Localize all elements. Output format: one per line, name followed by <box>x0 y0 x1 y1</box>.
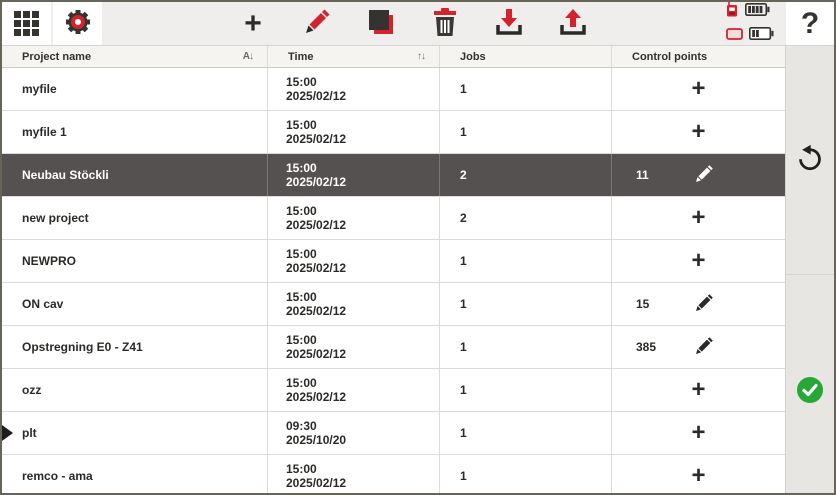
help-button[interactable] <box>786 2 834 45</box>
control-points-value: 385 <box>636 340 657 354</box>
table-row[interactable] <box>2 68 785 111</box>
time-cell: 15:00 2025/02/12 <box>268 326 440 368</box>
time-cell: 15:00 2025/02/12 <box>268 68 440 110</box>
add-control-points-button[interactable]: + <box>612 455 785 493</box>
arrow-down-tray-icon <box>494 7 524 40</box>
add-control-points-button[interactable]: + <box>612 111 785 153</box>
project-name-cell: myfile <box>2 68 268 110</box>
back-undo-arrow-icon <box>795 144 825 177</box>
table-row[interactable] <box>2 283 785 326</box>
gear-icon <box>62 6 94 41</box>
controller-status <box>726 2 774 22</box>
add-control-points-button[interactable]: + <box>612 197 785 239</box>
project-table <box>2 46 785 493</box>
device-status <box>726 2 774 45</box>
time-cell: 09:30 2025/10/20 <box>268 412 440 454</box>
project-name-cell: new project <box>2 197 268 239</box>
jobs-cell: 2 <box>440 154 612 196</box>
control-points-cell <box>612 455 785 493</box>
time-cell: 15:00 2025/02/12 <box>268 369 440 411</box>
column-header-time[interactable]: Time ↑↓ <box>268 46 440 67</box>
table-body <box>2 68 785 493</box>
jobs-cell: 1 <box>440 240 612 282</box>
plus-icon: + <box>244 6 262 40</box>
control-points-edit <box>612 326 785 368</box>
radio-device-icon <box>726 2 739 22</box>
jobs-cell: 1 <box>440 412 612 454</box>
column-header-control-points[interactable]: Control points <box>632 50 708 63</box>
control-points-cell <box>612 412 785 454</box>
project-name-cell: ozz <box>2 369 268 411</box>
table-row[interactable] <box>2 326 785 369</box>
time-cell: 15:00 2025/02/12 <box>268 283 440 325</box>
pencil-icon <box>694 164 714 187</box>
edit-control-points-button[interactable] <box>684 327 724 367</box>
time-cell: 15:00 2025/02/12 <box>268 455 440 493</box>
add-control-points-button[interactable]: + <box>612 68 785 110</box>
time-cell: 15:00 2025/02/12 <box>268 154 440 196</box>
project-name-cell: myfile 1 <box>2 111 268 153</box>
table-row[interactable] <box>2 197 785 240</box>
table-header <box>2 46 785 68</box>
jobs-cell: 1 <box>440 369 612 411</box>
table-row[interactable] <box>2 154 785 197</box>
add-control-points-button[interactable]: + <box>612 412 785 454</box>
control-points-edit <box>612 283 785 325</box>
table-row[interactable] <box>2 111 785 154</box>
column-header-jobs[interactable]: Jobs <box>440 46 612 67</box>
menu-button[interactable] <box>2 2 51 45</box>
import-project-button[interactable] <box>486 4 532 44</box>
main-area <box>2 46 834 493</box>
add-control-points-button[interactable]: + <box>612 369 785 411</box>
settings-button[interactable] <box>53 2 102 45</box>
control-points-edit <box>612 154 785 196</box>
table-row[interactable] <box>2 412 785 455</box>
active-project-marker <box>2 425 13 441</box>
jobs-cell: 1 <box>440 455 612 493</box>
controller-battery-icon <box>745 3 770 21</box>
edit-control-points-button[interactable] <box>684 284 724 324</box>
sort-updown-icon[interactable]: ↑↓ <box>417 51 425 62</box>
prism-outline-icon <box>726 27 743 45</box>
pencil-icon <box>694 336 714 359</box>
column-header-project-name[interactable]: Project name A↓ <box>2 46 268 67</box>
sort-alpha-desc-icon[interactable]: A↓ <box>242 51 253 62</box>
control-points-value: 15 <box>636 297 650 311</box>
toolbar-actions <box>230 2 596 45</box>
pencil-icon <box>302 7 332 40</box>
grid-menu-icon <box>14 11 39 36</box>
delete-project-button[interactable] <box>422 4 468 44</box>
project-name-cell: Neubau Stöckli <box>2 154 268 196</box>
project-name-cell: plt <box>2 412 268 454</box>
time-cell: 15:00 2025/02/12 <box>268 240 440 282</box>
table-row[interactable] <box>2 455 785 493</box>
green-check-icon <box>796 376 824 407</box>
project-name-cell: ON cav <box>2 283 268 325</box>
jobs-cell: 1 <box>440 68 612 110</box>
control-points-cell <box>612 111 785 153</box>
copy-squares-icon <box>366 7 396 40</box>
project-name-cell: NEWPRO <box>2 240 268 282</box>
control-points-cell <box>612 197 785 239</box>
trash-icon <box>431 7 459 40</box>
arrow-up-tray-icon <box>558 7 588 40</box>
new-project-button[interactable] <box>230 4 276 44</box>
control-points-value: 11 <box>636 168 649 182</box>
control-points-cell <box>612 283 785 325</box>
edit-control-points-button[interactable] <box>684 155 724 195</box>
control-points-cell <box>612 369 785 411</box>
back-button[interactable] <box>788 138 832 182</box>
action-sidebar <box>785 46 834 493</box>
toolbar <box>2 2 834 46</box>
project-name-cell: Opstregning E0 - Z41 <box>2 326 268 368</box>
jobs-cell: 1 <box>440 326 612 368</box>
table-row[interactable] <box>2 240 785 283</box>
time-cell: 15:00 2025/02/12 <box>268 197 440 239</box>
instrument-battery-icon <box>749 27 774 45</box>
time-cell: 15:00 2025/02/12 <box>268 111 440 153</box>
jobs-cell: 2 <box>440 197 612 239</box>
help-icon: ? <box>800 6 820 40</box>
add-control-points-button[interactable]: + <box>612 240 785 282</box>
table-row[interactable] <box>2 369 785 412</box>
jobs-cell: 1 <box>440 283 612 325</box>
copy-project-button[interactable] <box>358 4 404 44</box>
instrument-status <box>726 27 774 45</box>
confirm-button[interactable] <box>788 369 832 413</box>
control-points-cell <box>612 154 785 196</box>
jobs-cell: 1 <box>440 111 612 153</box>
export-project-button[interactable] <box>550 4 596 44</box>
sidebar-divider <box>786 274 834 275</box>
edit-project-button[interactable] <box>294 4 340 44</box>
control-points-cell <box>612 68 785 110</box>
control-points-cell <box>612 240 785 282</box>
pencil-icon <box>694 293 714 316</box>
project-name-cell: remco - ama <box>2 455 268 493</box>
control-points-cell <box>612 326 785 368</box>
